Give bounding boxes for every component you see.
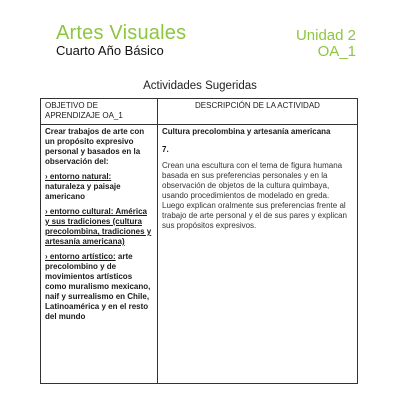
header-objective: OBJETIVO DE APRENDIZAJE OA_1 [41, 99, 158, 125]
header-description: DESCRIPCIÓN DE LA ACTIVIDAD [158, 99, 358, 125]
objective-item-natural-label: › entorno natural: [45, 172, 112, 181]
unit-label: Unidad 2 [295, 27, 356, 44]
objective-item-artistic [45, 252, 153, 322]
activity-title: Cultura precolombina y artesanía americana [162, 127, 331, 136]
objective-item-cultural-text: América y sus tradiciones (cultura precolombina, tradiciones y artesanía americana) [45, 207, 152, 246]
objective-cell [41, 125, 158, 384]
objective-item-artistic-text: arte precolombino y de movimientos artísticos como muralismo mexicano, naif y surrealismo en Chile, Latinoamérica y en el resto del mundo [45, 252, 151, 321]
objective-intro: Crear trabajos de arte con un propósito expresivo personal y basados en la observación del: [45, 127, 145, 166]
activity-description: Crean una escultura con el tema de figura humana basada en sus preferencias personales y en la observación de objetos de la cultura quimbaya, usando procedimientos de modelado en greda. Luego explican oralmente sus preferencias frente al trabajo de arte personal y el de sus pares y explican sus propósitos expresivos. [162, 161, 347, 230]
objective-code: OA_1 [317, 43, 356, 60]
objective-item-artistic-label: › entorno artístico: [45, 252, 116, 261]
section-title: Actividades Sugeridas [143, 80, 257, 92]
table-row [41, 125, 358, 384]
objective-item-natural-text: naturaleza y paisaje americano [45, 182, 121, 201]
activity-cell [158, 125, 358, 384]
table-header-row [41, 99, 358, 125]
activities-table [40, 98, 358, 384]
objective-item-natural [45, 172, 153, 202]
document-title: Artes Visuales [56, 22, 187, 44]
objective-item-cultural-label: › entorno cultural: [45, 207, 114, 216]
objective-item-cultural [45, 207, 153, 247]
course-subtitle: Cuarto Año Básico [56, 43, 164, 58]
activity-number: 7. [162, 145, 169, 154]
